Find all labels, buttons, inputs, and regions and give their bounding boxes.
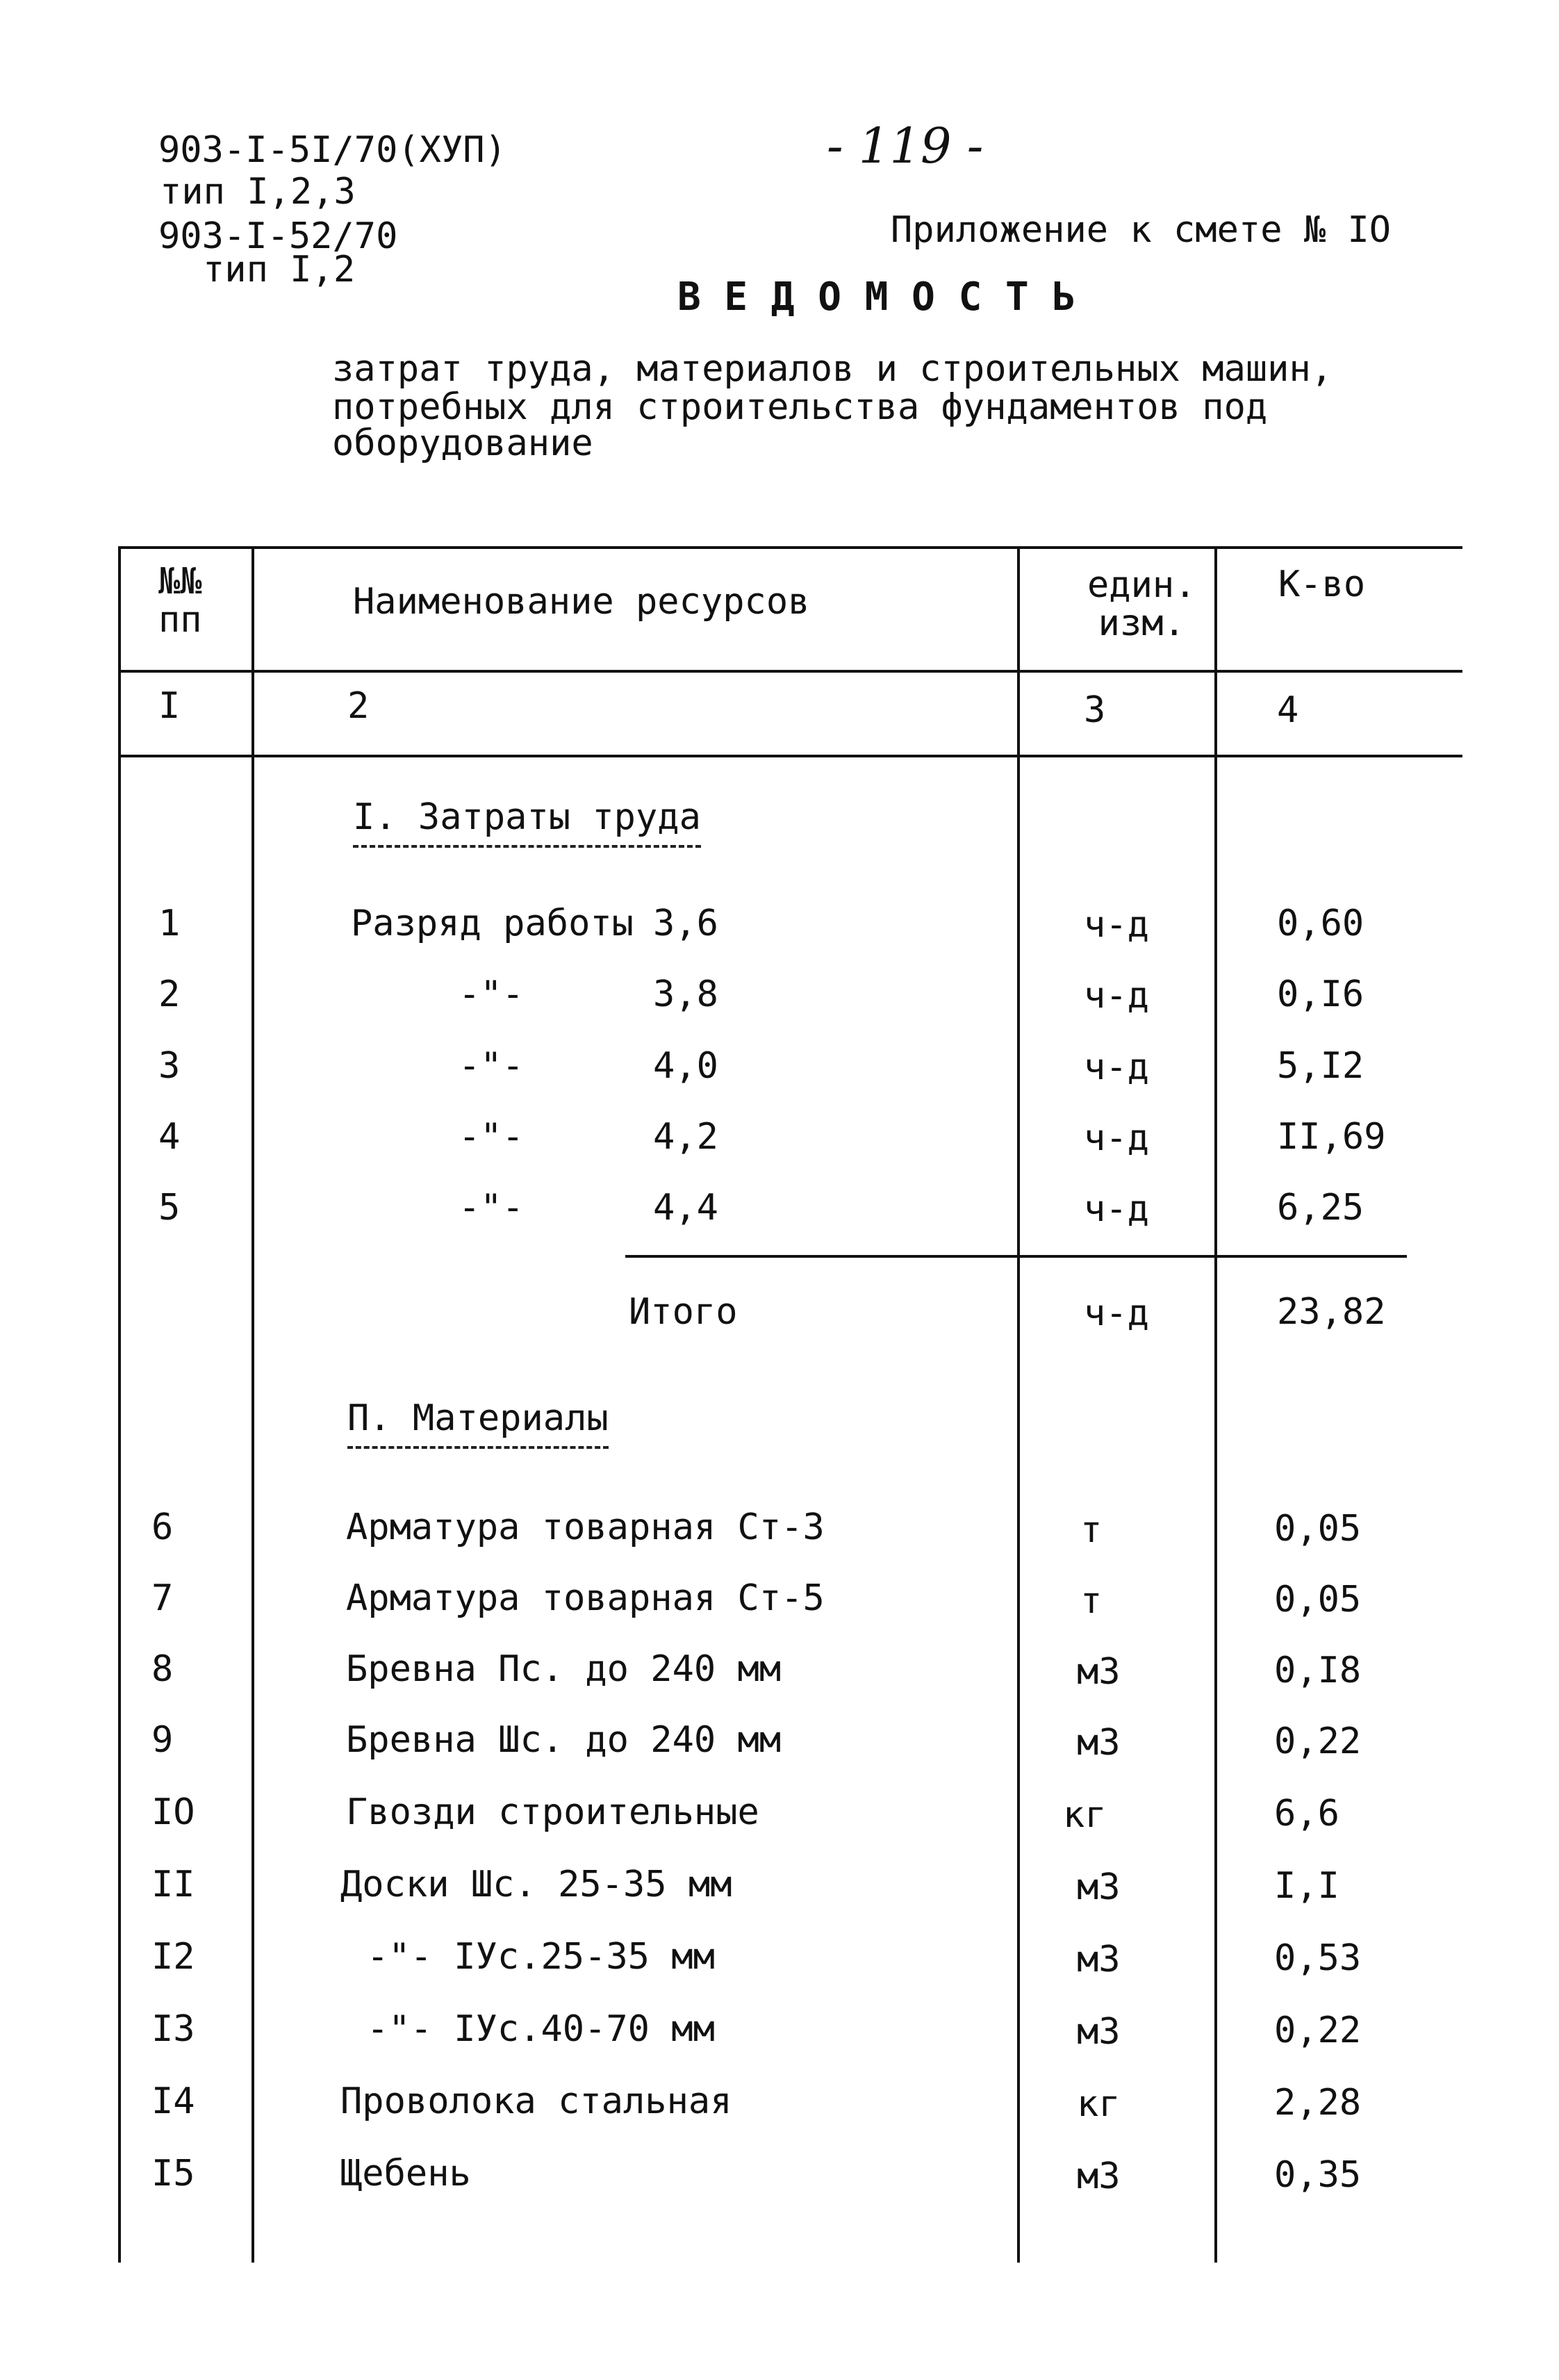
col-number-1: I [158, 685, 181, 727]
row-name: Разряд работы [351, 903, 634, 944]
row-qty: 0,05 [1274, 1579, 1362, 1620]
col-number-2: 2 [347, 685, 370, 727]
row-qty: 6,25 [1277, 1187, 1364, 1229]
col-number-3: 3 [1084, 689, 1106, 731]
row-qty: 5,I2 [1277, 1045, 1364, 1087]
row-unit: ч-д [1084, 1117, 1149, 1159]
row-unit: т [1080, 1580, 1103, 1622]
row-name: -"- IУс.25-35 мм [367, 1936, 715, 1978]
row-num: 2 [158, 974, 181, 1015]
row-unit: м3 [1077, 1722, 1121, 1764]
doc-code-2: 903-I-52/70 [158, 215, 398, 257]
subtitle-line-3: оборудование [332, 422, 593, 464]
row-name: -"- [459, 974, 524, 1015]
header-unit: един. изм. [1087, 564, 1196, 644]
appendix-note: Приложение к смете № IO [891, 209, 1392, 251]
row-qty: 6,6 [1274, 1793, 1339, 1835]
row-num: I2 [151, 1936, 195, 1978]
row-num: 4 [158, 1116, 181, 1158]
total-unit: ч-д [1084, 1292, 1149, 1334]
row-num: 3 [158, 1045, 181, 1087]
row-unit: ч-д [1084, 1047, 1149, 1088]
row-unit: ч-д [1084, 904, 1149, 946]
col-number-4: 4 [1277, 689, 1299, 731]
row-unit: м3 [1077, 2156, 1121, 2197]
row-grade: 3,6 [653, 903, 718, 944]
row-unit: м3 [1077, 1939, 1121, 1980]
header-num: №№ пп [158, 561, 202, 641]
row-num: I3 [151, 2008, 195, 2050]
section-title-materials: П. Материалы [347, 1400, 609, 1449]
row-name: Доски Шс. 25-35 мм [340, 1864, 732, 1905]
row-qty: 0,22 [1274, 1721, 1362, 1762]
total-label: Итого [629, 1291, 738, 1333]
row-num: 6 [151, 1507, 174, 1548]
page-number: - 119 - [827, 117, 984, 174]
row-qty: 0,35 [1274, 2154, 1362, 2196]
subtitle-line-1: затрат труда, материалов и строительных машин, [332, 348, 1333, 390]
row-num: I4 [151, 2081, 195, 2122]
row-grade: 4,2 [653, 1116, 718, 1158]
row-grade: 4,4 [653, 1187, 718, 1229]
row-name: Бревна Шс. до 240 мм [346, 1719, 782, 1761]
row-unit: т [1080, 1509, 1103, 1551]
doc-type-2: тип I,2 [203, 249, 356, 290]
row-qty: 0,I8 [1274, 1650, 1362, 1691]
row-qty: 0,53 [1274, 1937, 1362, 1979]
row-unit: ч-д [1084, 975, 1149, 1017]
row-qty: 0,I6 [1277, 974, 1364, 1015]
row-name: Щебень [340, 2153, 471, 2194]
row-unit: кг [1063, 1794, 1107, 1836]
section-title-labor: I. Затраты труда [353, 799, 701, 848]
row-name: Проволока стальная [340, 2081, 732, 2122]
row-name: -"- [459, 1116, 524, 1158]
doc-code-1: 903-I-5I/70(XУП) [158, 129, 506, 171]
row-name: Арматура товарная Ст-5 [346, 1577, 825, 1619]
row-num: I5 [151, 2153, 195, 2194]
subtitle-line-2: потребных для строительства фундаментов под [332, 386, 1268, 428]
row-name: Арматура товарная Ст-3 [346, 1507, 825, 1548]
document-title: В Е Д О М О С Т Ь [677, 274, 1076, 320]
row-qty: 0,60 [1277, 903, 1364, 944]
doc-type-1: тип I,2,3 [160, 171, 356, 213]
row-num: 7 [151, 1577, 174, 1619]
row-unit: ч-д [1084, 1188, 1149, 1230]
row-qty: I,I [1274, 1865, 1339, 1907]
row-num: 8 [151, 1648, 174, 1690]
row-qty: 0,05 [1274, 1508, 1362, 1550]
total-qty: 23,82 [1277, 1291, 1386, 1333]
row-num: 1 [158, 903, 181, 944]
row-qty: 0,22 [1274, 2010, 1362, 2051]
header-name: Наименование ресурсов [353, 581, 810, 623]
row-name: Бревна Пс. до 240 мм [346, 1648, 782, 1690]
row-grade: 3,8 [653, 974, 718, 1015]
row-num: II [151, 1864, 195, 1905]
header-qty: К-во [1278, 564, 1366, 605]
row-num: 5 [158, 1187, 181, 1229]
row-qty: 2,28 [1274, 2082, 1362, 2124]
row-qty: II,69 [1277, 1116, 1386, 1158]
row-unit: м3 [1077, 1651, 1121, 1693]
row-name: -"- [459, 1187, 524, 1229]
row-unit: м3 [1077, 2011, 1121, 2053]
row-num: IO [151, 1791, 195, 1833]
row-name: -"- [459, 1045, 524, 1087]
row-num: 9 [151, 1719, 174, 1761]
row-unit: м3 [1077, 1866, 1121, 1908]
row-grade: 4,0 [653, 1045, 718, 1087]
row-name: -"- IУс.40-70 мм [367, 2008, 715, 2050]
row-unit: кг [1077, 2083, 1121, 2125]
row-name: Гвозди строительные [346, 1791, 759, 1833]
